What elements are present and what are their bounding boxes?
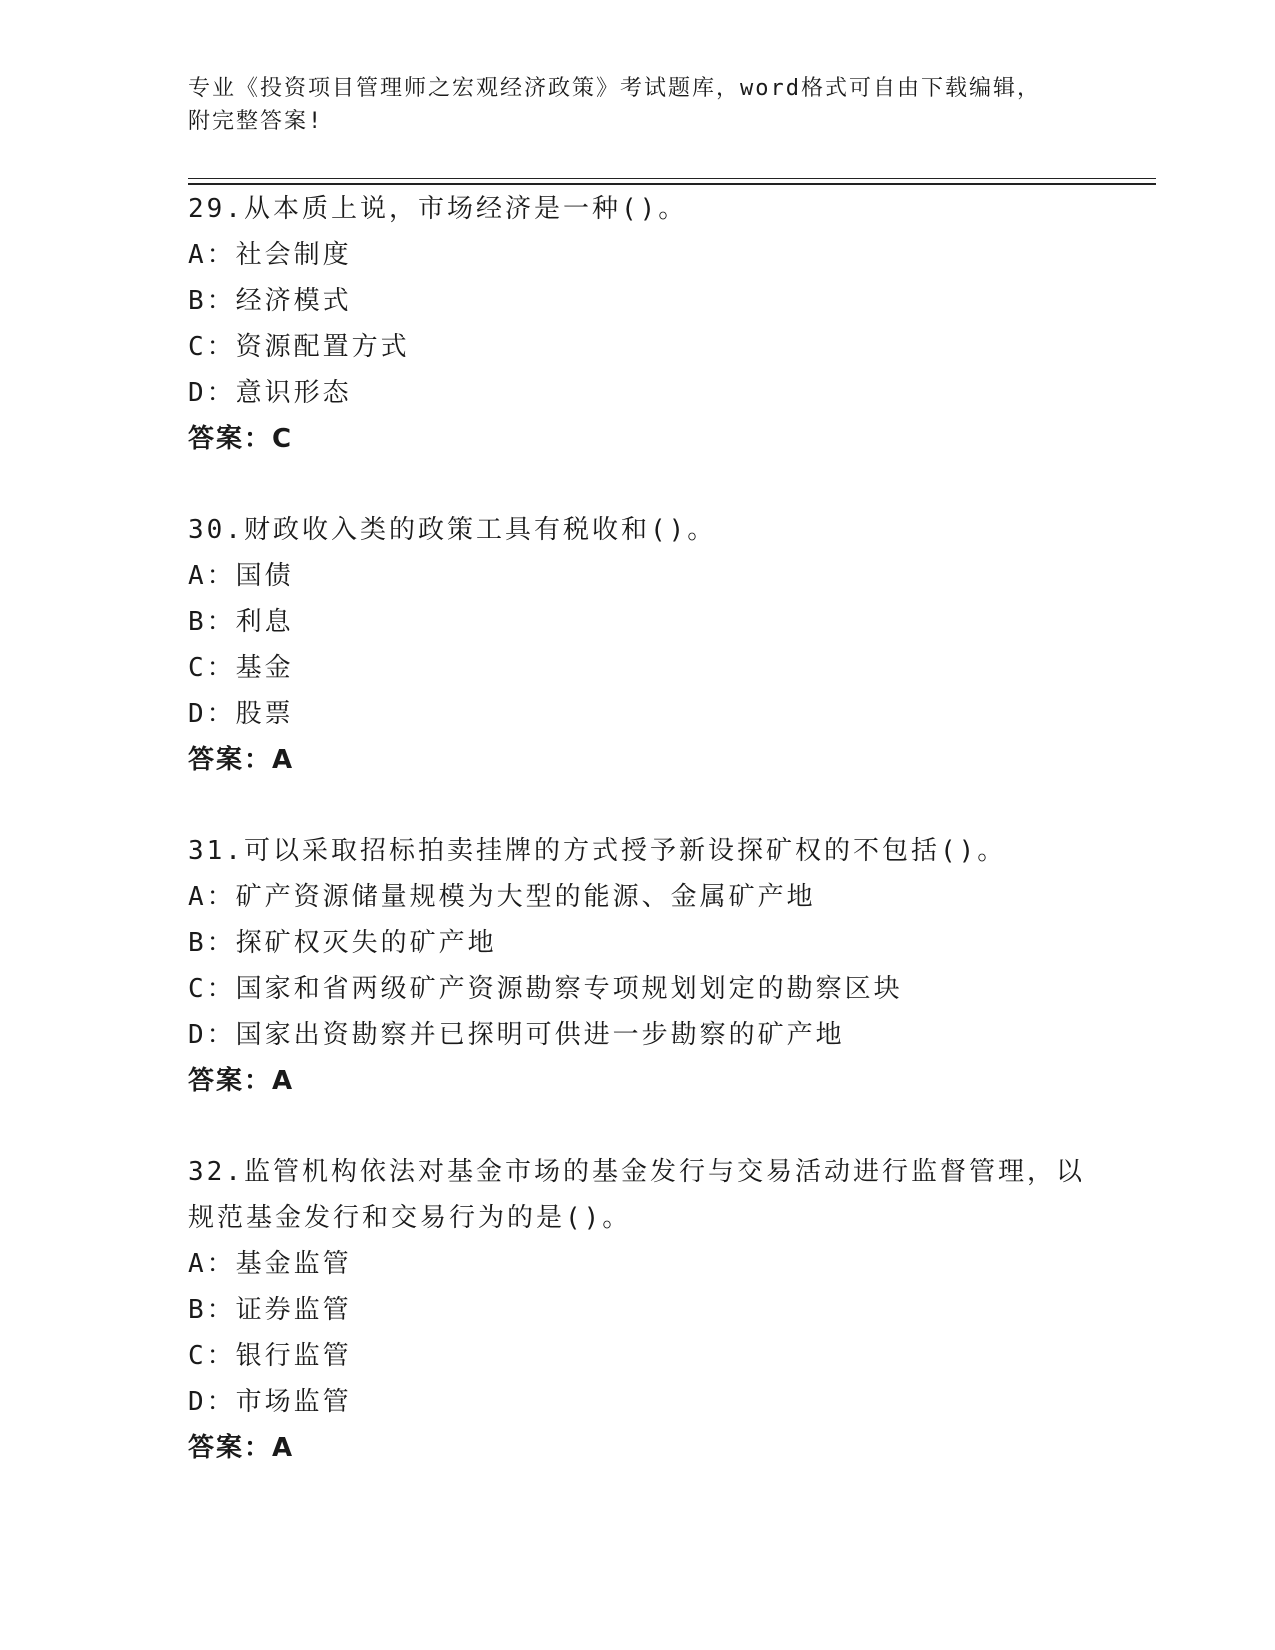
question-31 bbox=[188, 828, 1088, 1104]
option-d: D：意识形态 bbox=[188, 378, 352, 408]
question-list bbox=[188, 186, 1088, 1471]
option-a: A：矿产资源储量规模为大型的能源、金属矿产地 bbox=[188, 882, 816, 912]
option-c: C：基金 bbox=[188, 653, 294, 683]
header-line-1: 专业《投资项目管理师之宏观经济政策》考试题库，word格式可自由下载编辑， bbox=[188, 76, 1041, 101]
option-b: B：经济模式 bbox=[188, 286, 352, 316]
answer: 答案：A bbox=[188, 1433, 295, 1463]
header-divider-thick bbox=[188, 183, 1156, 185]
question-stem: 31.可以采取招标拍卖挂牌的方式授予新设探矿权的不包括()。 bbox=[188, 836, 1007, 866]
answer: 答案：A bbox=[188, 1066, 295, 1096]
question-stem-line-1: 32.监管机构依法对基金市场的基金发行与交易活动进行监督管理，以 bbox=[188, 1157, 1085, 1187]
option-c: C：国家和省两级矿产资源勘察专项规划划定的勘察区块 bbox=[188, 974, 903, 1004]
option-a: A：社会制度 bbox=[188, 240, 352, 270]
document-header bbox=[188, 72, 1088, 138]
option-d: D：国家出资勘察并已探明可供进一步勘察的矿产地 bbox=[188, 1020, 845, 1050]
header-line-2: 附完整答案! bbox=[188, 109, 324, 134]
option-d: D：股票 bbox=[188, 699, 294, 729]
question-spacer bbox=[188, 1104, 1088, 1149]
option-a: A：基金监管 bbox=[188, 1249, 352, 1279]
answer: 答案：C bbox=[188, 424, 294, 454]
question-spacer bbox=[188, 783, 1088, 828]
answer: 答案：A bbox=[188, 745, 295, 775]
option-c: C：资源配置方式 bbox=[188, 332, 410, 362]
question-29 bbox=[188, 186, 1088, 462]
header-divider-thin bbox=[188, 178, 1156, 179]
question-stem-line-2: 规范基金发行和交易行为的是()。 bbox=[188, 1203, 632, 1233]
question-stem: 29.从本质上说，市场经济是一种()。 bbox=[188, 194, 688, 224]
option-d: D：市场监管 bbox=[188, 1387, 352, 1417]
question-30 bbox=[188, 507, 1088, 783]
option-c: C：银行监管 bbox=[188, 1341, 352, 1371]
question-stem: 30.财政收入类的政策工具有税收和()。 bbox=[188, 515, 717, 545]
question-32 bbox=[188, 1149, 1088, 1471]
option-b: B：探矿权灭失的矿产地 bbox=[188, 928, 497, 958]
option-b: B：利息 bbox=[188, 607, 294, 637]
option-b: B：证券监管 bbox=[188, 1295, 352, 1325]
option-a: A：国债 bbox=[188, 561, 294, 591]
question-spacer bbox=[188, 462, 1088, 507]
